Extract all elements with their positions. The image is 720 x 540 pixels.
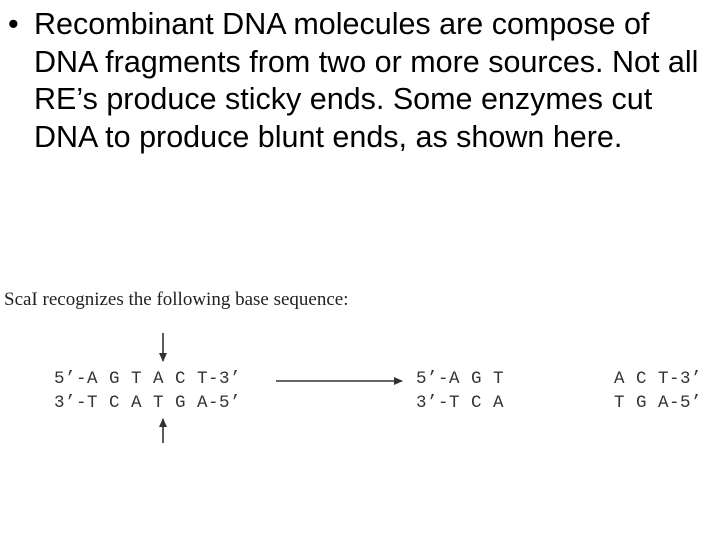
left-product-top-strand: 5’-A G T [416, 369, 505, 389]
bullet-marker: • [8, 7, 19, 41]
original-top-strand: 5’-A G T A C T-3’ [54, 369, 242, 389]
figure-title: ScaI recognizes the following base sequence: [4, 289, 349, 310]
figure-arrows [0, 275, 720, 450]
scai-figure [0, 275, 720, 450]
right-product-bottom-strand: T G A-5’ [614, 393, 703, 413]
bullet-paragraph [8, 6, 713, 156]
right-product-top-strand: A C T-3’ [614, 369, 703, 389]
original-bottom-strand: 3’-T C A T G A-5’ [54, 393, 242, 413]
slide-body-text: Recombinant DNA molecules are compose of DNA fragments from two or more sources. Not all RE’s produce sticky ends. Some enzymes cut DNA to produce blunt ends, as shown here. [34, 7, 699, 154]
left-product-bottom-strand: 3’-T C A [416, 393, 505, 413]
